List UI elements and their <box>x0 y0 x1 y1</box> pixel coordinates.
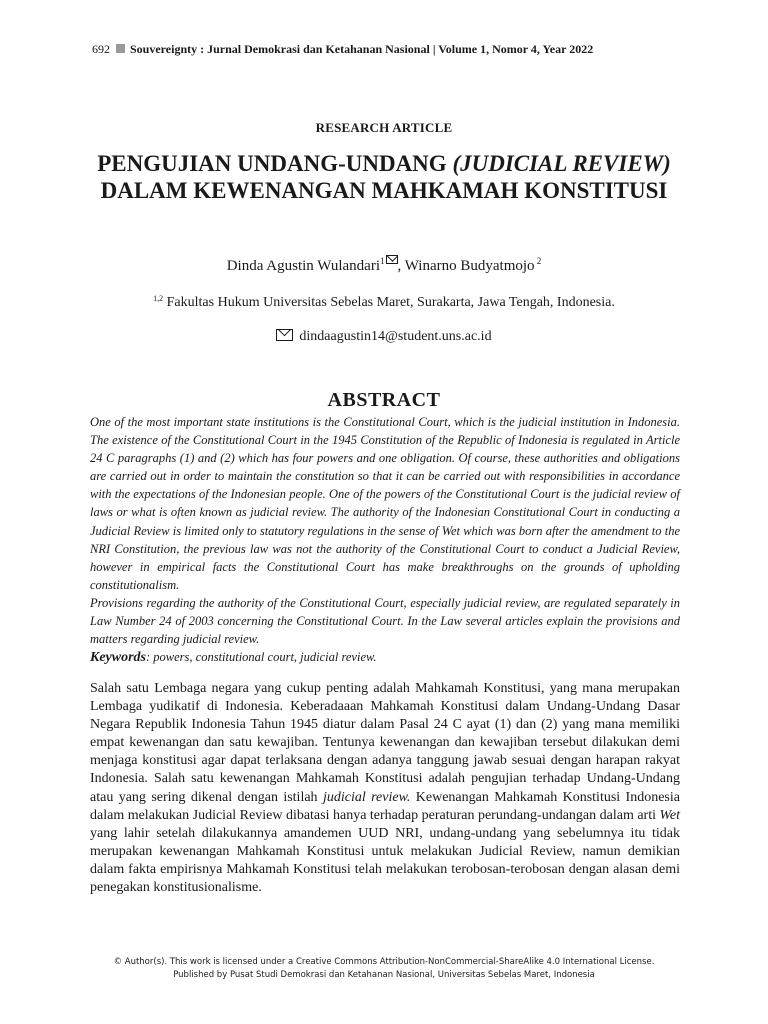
article-title <box>60 150 708 204</box>
author-list <box>0 255 768 275</box>
corresponding-email <box>0 329 768 345</box>
corresponding-mail-icon <box>386 255 398 264</box>
keywords-label: Keywords <box>90 650 146 666</box>
email-link[interactable]: dindaagustin14@student.uns.ac.id <box>299 329 492 344</box>
article-type: RESEARCH ARTICLE <box>315 120 453 135</box>
title-part1: PENGUJIAN UNDANG-UNDANG <box>97 151 453 176</box>
body-italic-term: Wet <box>659 807 680 823</box>
affiliation-text: Fakultas Hukum Universitas Sebelas Maret, Surakarta, Jawa Tengah, Indonesia. <box>163 295 615 310</box>
author-separator: , <box>397 258 405 274</box>
abstract-paragraph: Provisions regarding the authority of the Constitutional Court, especially judicial review, are regulated separately in Law Number 24 of 2003 concerning the Constitutional Court. In the Law several articles explain the provisions and matters regarding judicial review. <box>90 595 680 647</box>
abstract-body <box>90 413 680 667</box>
abstract-heading: ABSTRACT <box>327 389 441 411</box>
author-name: Dinda Agustin Wulandari <box>226 258 380 274</box>
body-text-segment: Salah satu Lembaga negara yang cukup penting adalah Mahkamah Konstitusi, yang mana merupakan Lembaga yudikatif di Indonesia. Keberadaaan Mahkamah Konstitusi dalam Undang-Undang Dasar Negara Republik Indonesia Tahun 1945 diatur dalam Pasal 24 C ayat (1) dan (2) yang mana memiliki empat kewenangan dan satu kewajiban. Tentunya kewenangan dan kewajiban tersebut dilakukan demi menjaga konstitusi agar dapat terlaksana dengan adanya tanggung jawab sesuai dengan harapan rakyat Indonesia. Salah satu kewenangan Mahkamah Konstitusi adalah pengujian terhadap Undang-Undang atau yang sering dikenal dengan istilah <box>90 681 680 805</box>
license-footer <box>0 956 768 982</box>
abstract-paragraph: One of the most important state institutions is the Constitutional Court, which is the judicial institution in Indonesia. The existence of the Constitutional Court in the 1945 Constitution of the Republic of Indonesia is regulated in Article 24 C paragraphs (1) and (2) which has four powers and one obligation. Of course, these authorities and obligations are carried out in order to maintain the constitution so that it can be carried out with responsibilities in accordance with the expectations of the Indonesian people. One of the powers of the Constitutional Court is the judicial review of laws or what is often known as judicial review. The authority of the Indonesian Constitutional Court in conducting a Judicial Review is limited only to statutory regulations in the sense of Wet which was born after the amendment to the NRI Constitution, the previous law was not the authority of the Constitutional Court to conduct a Judicial Review, however in empirical facts the Constitutional Court has make breakthroughs on the grounds of upholding constitutionalism. <box>90 415 680 592</box>
license-line: © Author(s). This work is licensed under a Creative Commons Attribution-NonCommercial-ShareAlike 4.0 International License. <box>113 957 655 967</box>
body-text-segment: Kewenangan Mahkamah Konstitusi Indonesia dalam melakukan Judicial Review dibatasi hanya terhadap peraturan perundang-undangan dalam arti <box>90 789 680 823</box>
title-part2: DALAM KEWENANGAN MAHKAMAH KONSTITUSI <box>100 178 668 203</box>
mail-icon <box>276 329 293 341</box>
publisher-line: Published by Pusat Studi Demokrasi dan Ketahanan Nasional, Universitas Sebelas Maret, Indonesia <box>173 970 595 980</box>
body-paragraph <box>90 680 680 897</box>
title-italic: (JUDICIAL REVIEW) <box>452 151 671 176</box>
running-header <box>92 42 678 57</box>
affiliation <box>0 294 768 311</box>
body-italic-term: judicial review. <box>322 789 411 805</box>
author-name: Winarno Budyatmojo <box>404 258 535 274</box>
square-bullet-icon <box>116 44 125 53</box>
author-affiliation-mark: 1 <box>380 256 385 266</box>
keywords-line <box>90 648 680 667</box>
body-text-segment: yang lahir setelah dilakukannya amandemen UUD NRI, undang-undang yang sebelumnya itu tidak merupakan kewenangan Mahkamah Konstitusi untuk melakukan Judicial Review, namun demikian dalam fakta empirisnya Mahkamah Konstitusi telah melakukan terobosan-terobosan dengan alasan demi penegakan konstitusionalisme. <box>90 825 680 896</box>
affiliation-mark: 1,2 <box>153 294 164 303</box>
author-affiliation-mark: 2 <box>534 256 542 266</box>
keywords-text: : powers, constitutional court, judicial review. <box>146 650 377 665</box>
page-number: 692 <box>92 42 110 56</box>
journal-title: Souvereignty : Jurnal Demokrasi dan Ketahanan Nasional | Volume 1, Nomor 4, Year 2022 <box>130 42 594 56</box>
